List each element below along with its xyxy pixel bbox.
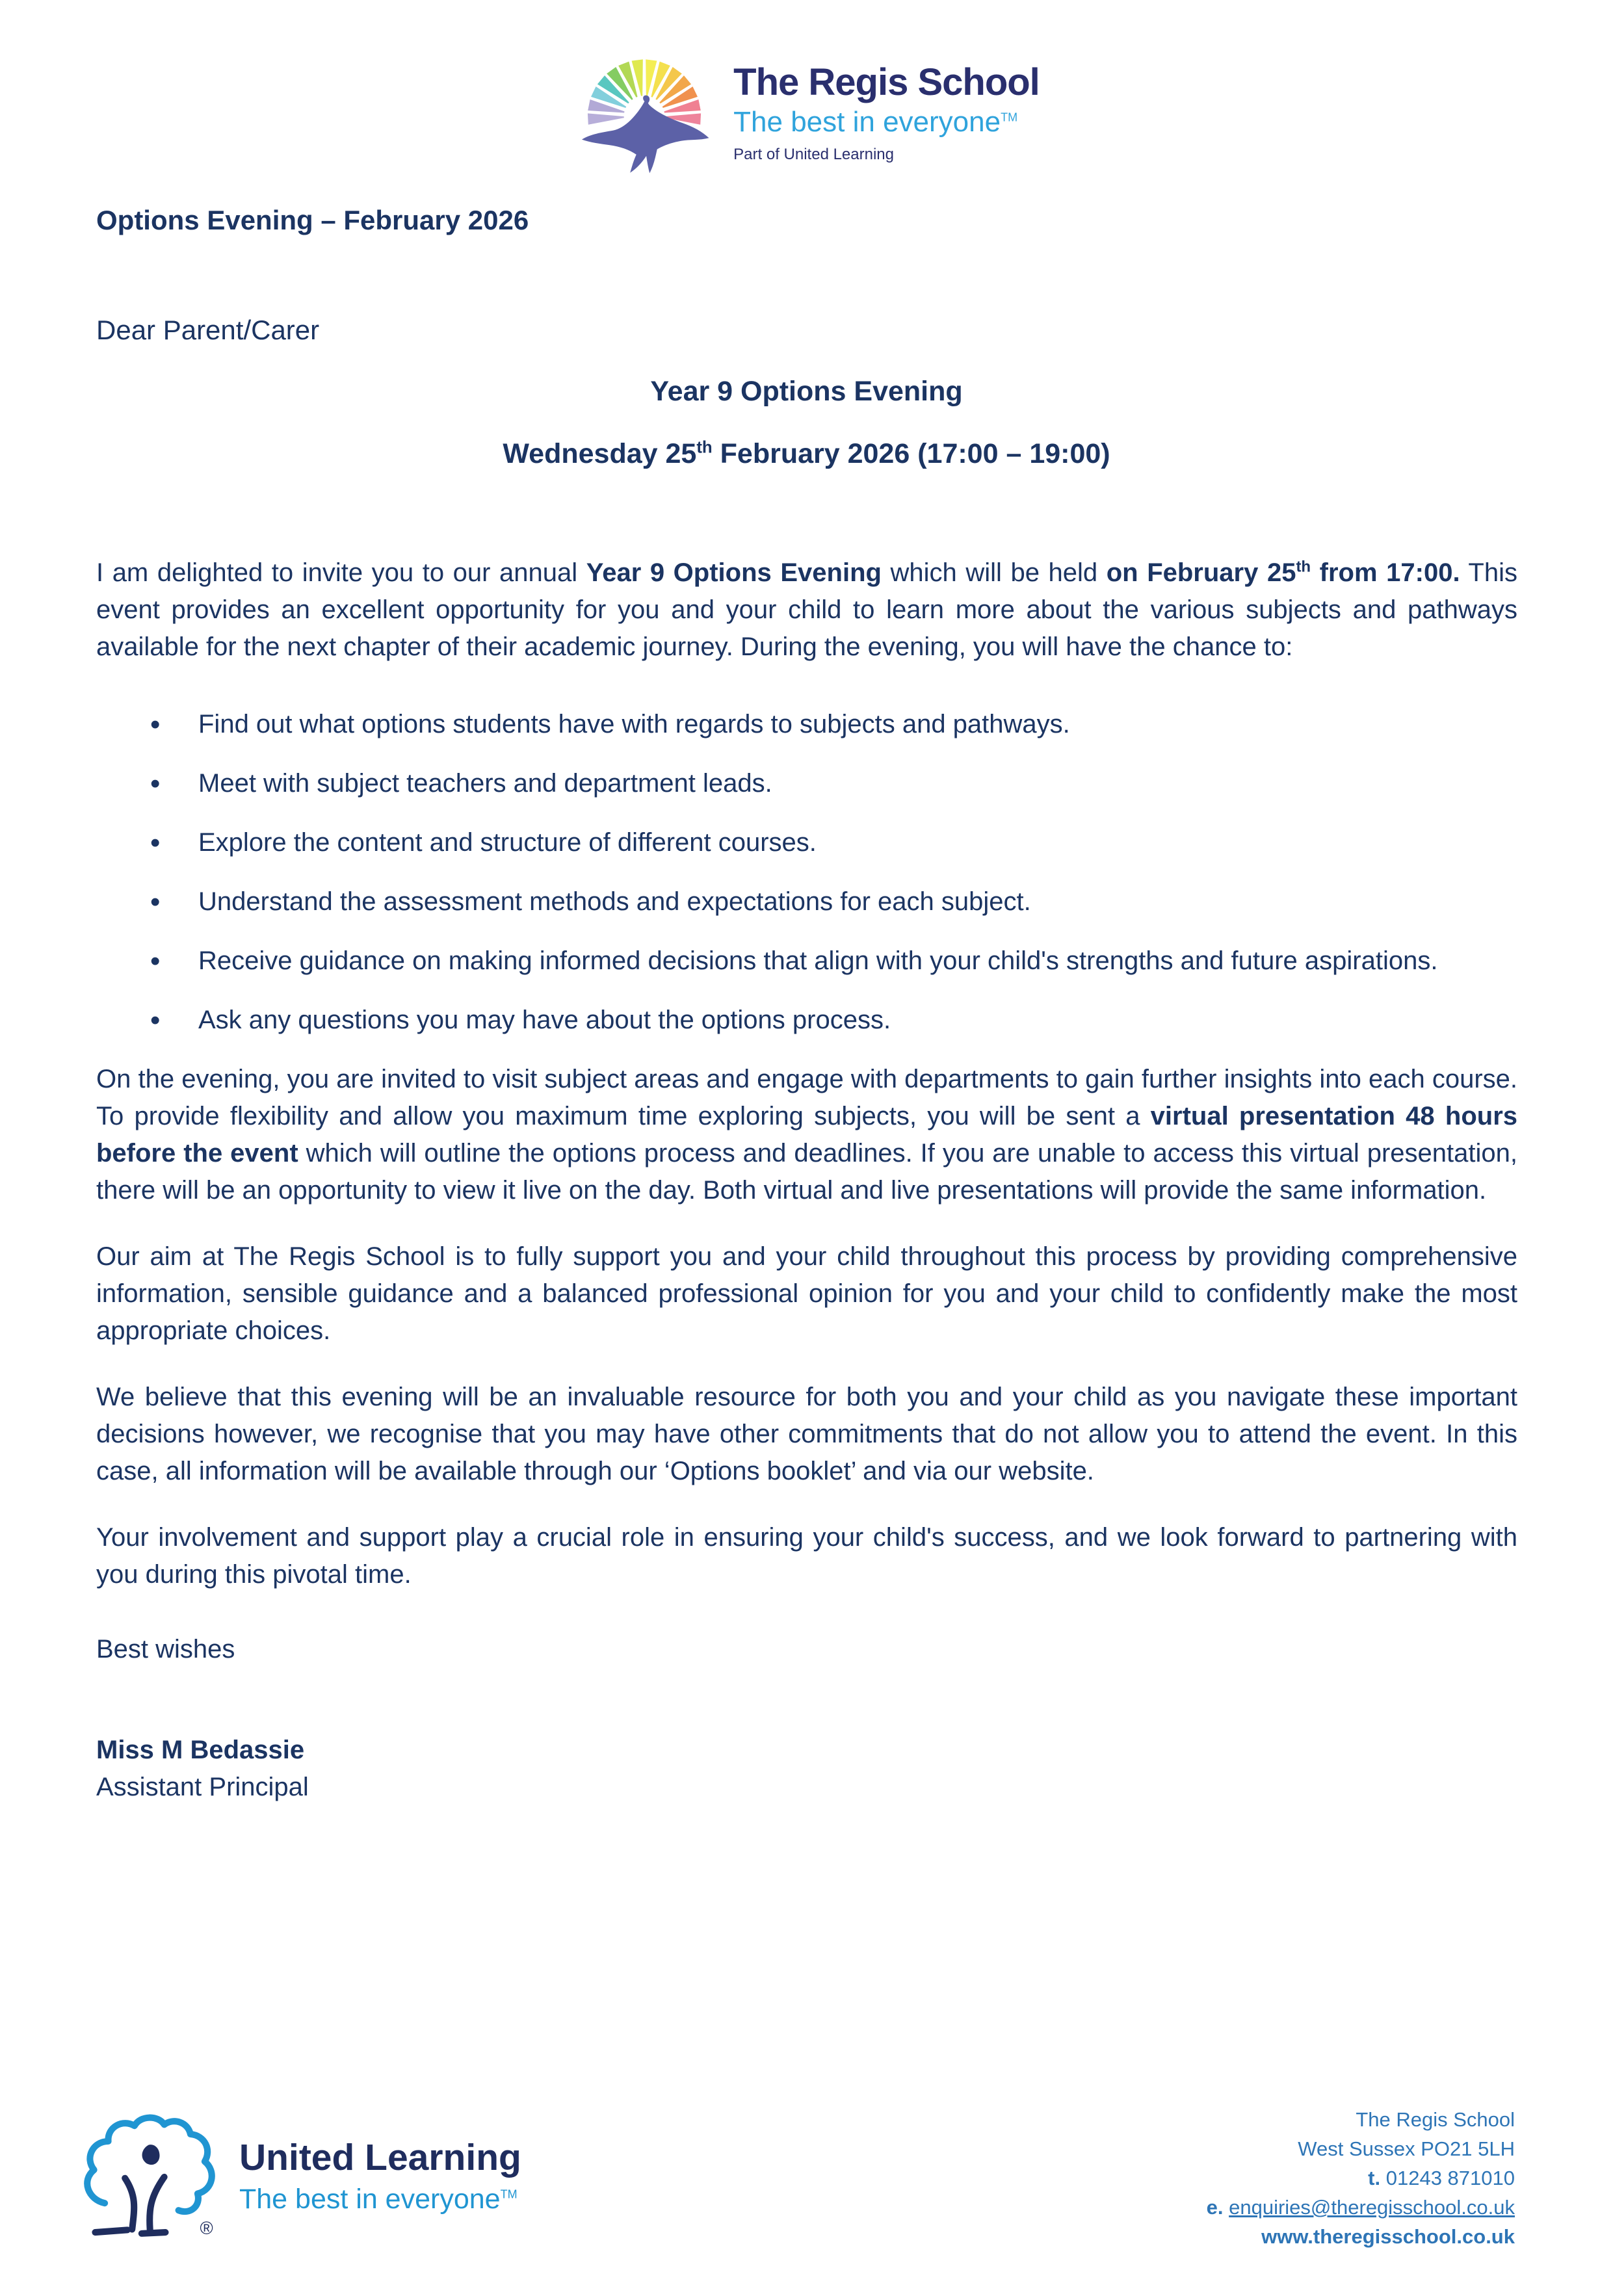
contact-address: West Sussex PO21 5LH — [1298, 2137, 1515, 2160]
list-item-questions: • Ask any questions you may have about the options process. — [198, 1002, 1517, 1039]
intro-bold-date-post: from 17:00. — [1311, 558, 1460, 587]
school-tagline-text: The best in everyone — [733, 106, 1001, 138]
phone-number: 01243 871010 — [1385, 2167, 1515, 2189]
signature-block — [96, 1732, 1517, 1806]
paragraph-evening-details — [96, 1061, 1517, 1209]
event-title: Year 9 Options Evening — [650, 376, 963, 407]
registered-symbol: ® — [200, 2217, 213, 2238]
logo-ray — [588, 113, 624, 124]
details-rest-text: which will outline the options process and deadlines. If you are unable to access this virtual presentation, there will be an opportunity to view it live on the day. Both virtual and live presentations will provide the same information. — [96, 1139, 1518, 1205]
united-learning-tagline — [239, 2185, 521, 2213]
united-learning-logo — [70, 2113, 521, 2240]
person-left-arm — [125, 2178, 134, 2230]
ground-dash-left — [95, 2230, 127, 2232]
intro-bold-date — [1107, 558, 1460, 587]
school-logo-subtext: Part of United Learning — [733, 146, 894, 163]
letter-body — [96, 554, 1517, 1806]
school-logo — [0, 46, 1613, 174]
school-logo-bird-icon — [573, 46, 715, 174]
event-date-pre: Wednesday 25 — [503, 438, 697, 469]
list-item-explore-courses: • Explore the content and structure of different courses. — [198, 824, 1517, 861]
contact-school: The Regis School — [1356, 2108, 1515, 2131]
person-right-arm — [150, 2177, 164, 2230]
trademark-symbol: TM — [1001, 111, 1018, 124]
trademark-symbol: TM — [500, 2187, 518, 2201]
list-item-guidance: • Receive guidance on making informed decisions that align with your child's strengths and future aspirations. — [198, 943, 1517, 980]
person-head — [142, 2145, 160, 2165]
list-item-meet-teachers: • Meet with subject teachers and department leads. — [198, 765, 1517, 802]
email-label: e. — [1206, 2196, 1224, 2219]
list-item-find-out: • Find out what options students have with regards to subjects and pathways. — [198, 706, 1517, 743]
ordinal-suffix: th — [696, 438, 713, 457]
paragraph-involvement: Your involvement and support play a crucial role in ensuring your child's success, and we look forward to partnering with you during this pivotal time. — [96, 1523, 1517, 1589]
intro-rest-text: This event provides an excellent opportunity for you and your child to learn more about the various subjects and pathways available for the next chapter of their academic journey. During the evening, you will have the chance to: — [96, 558, 1517, 661]
contact-website: www.theregisschool.co.uk — [1261, 2225, 1515, 2248]
united-learning-tree-icon — [70, 2113, 225, 2240]
options-benefits-list — [96, 706, 1517, 1039]
ground-dash-right — [142, 2232, 166, 2234]
details-text: On the evening, you are invited to visit subject areas and engage with departments to gain further insights into each course. To provide flexibility and allow you maximum time exploring subjects, you will be sent a — [96, 1065, 1517, 1130]
intro-bold-date-pre: on February 25 — [1106, 558, 1296, 587]
event-date-post: February 2026 (17:00 – 19:00) — [712, 438, 1110, 469]
united-learning-tagline-text: The best in everyone — [239, 2184, 501, 2215]
details-bold-presentation: virtual presentation 48 hours before the event — [96, 1102, 1517, 1168]
united-learning-text — [239, 2139, 521, 2213]
contact-email — [1207, 2193, 1515, 2222]
signature-role: Assistant Principal — [96, 1773, 309, 1801]
contact-block — [1207, 2105, 1515, 2251]
contact-phone — [1207, 2163, 1515, 2193]
school-name: The Regis School — [733, 61, 1040, 103]
school-logo-text — [733, 46, 1040, 163]
ordinal-suffix: th — [1296, 558, 1311, 576]
phone-label: t. — [1368, 2167, 1381, 2189]
intro-mid-text: which will be held — [881, 558, 1107, 587]
paragraph-aim: Our aim at The Regis School is to fully support you and your child throughout this process by providing comprehensive information, sensible guidance and a balanced professional opinion for you and your child to confidently make the most appropriate choices. — [96, 1242, 1517, 1345]
school-tagline — [733, 108, 1040, 137]
email-link[interactable]: enquiries@theregisschool.co.uk — [1229, 2196, 1515, 2219]
intro-bold-event: Year 9 Options Evening — [586, 558, 882, 587]
paragraph-intro — [96, 554, 1517, 666]
list-item-assessment: • Understand the assessment methods and expectations for each subject. — [198, 883, 1517, 920]
letter-subject: Options Evening – February 2026 — [96, 205, 529, 235]
united-learning-name: United Learning — [239, 2137, 521, 2178]
event-datetime — [0, 438, 1613, 470]
paragraph-availability: We believe that this evening will be an invaluable resource for both you and your child as you navigate these important decisions however, we recognise that you may have other commitments that do not allow you to attend the event. In this case, all information will be available through our ‘Options booklet’ and via our website. — [96, 1383, 1517, 1485]
closing: Best wishes — [96, 1635, 235, 1663]
intro-text: I am delighted to invite you to our annual — [96, 558, 586, 587]
tree-canopy — [87, 2118, 212, 2212]
salutation: Dear Parent/Carer — [96, 315, 320, 345]
signature-name: Miss M Bedassie — [96, 1736, 305, 1764]
